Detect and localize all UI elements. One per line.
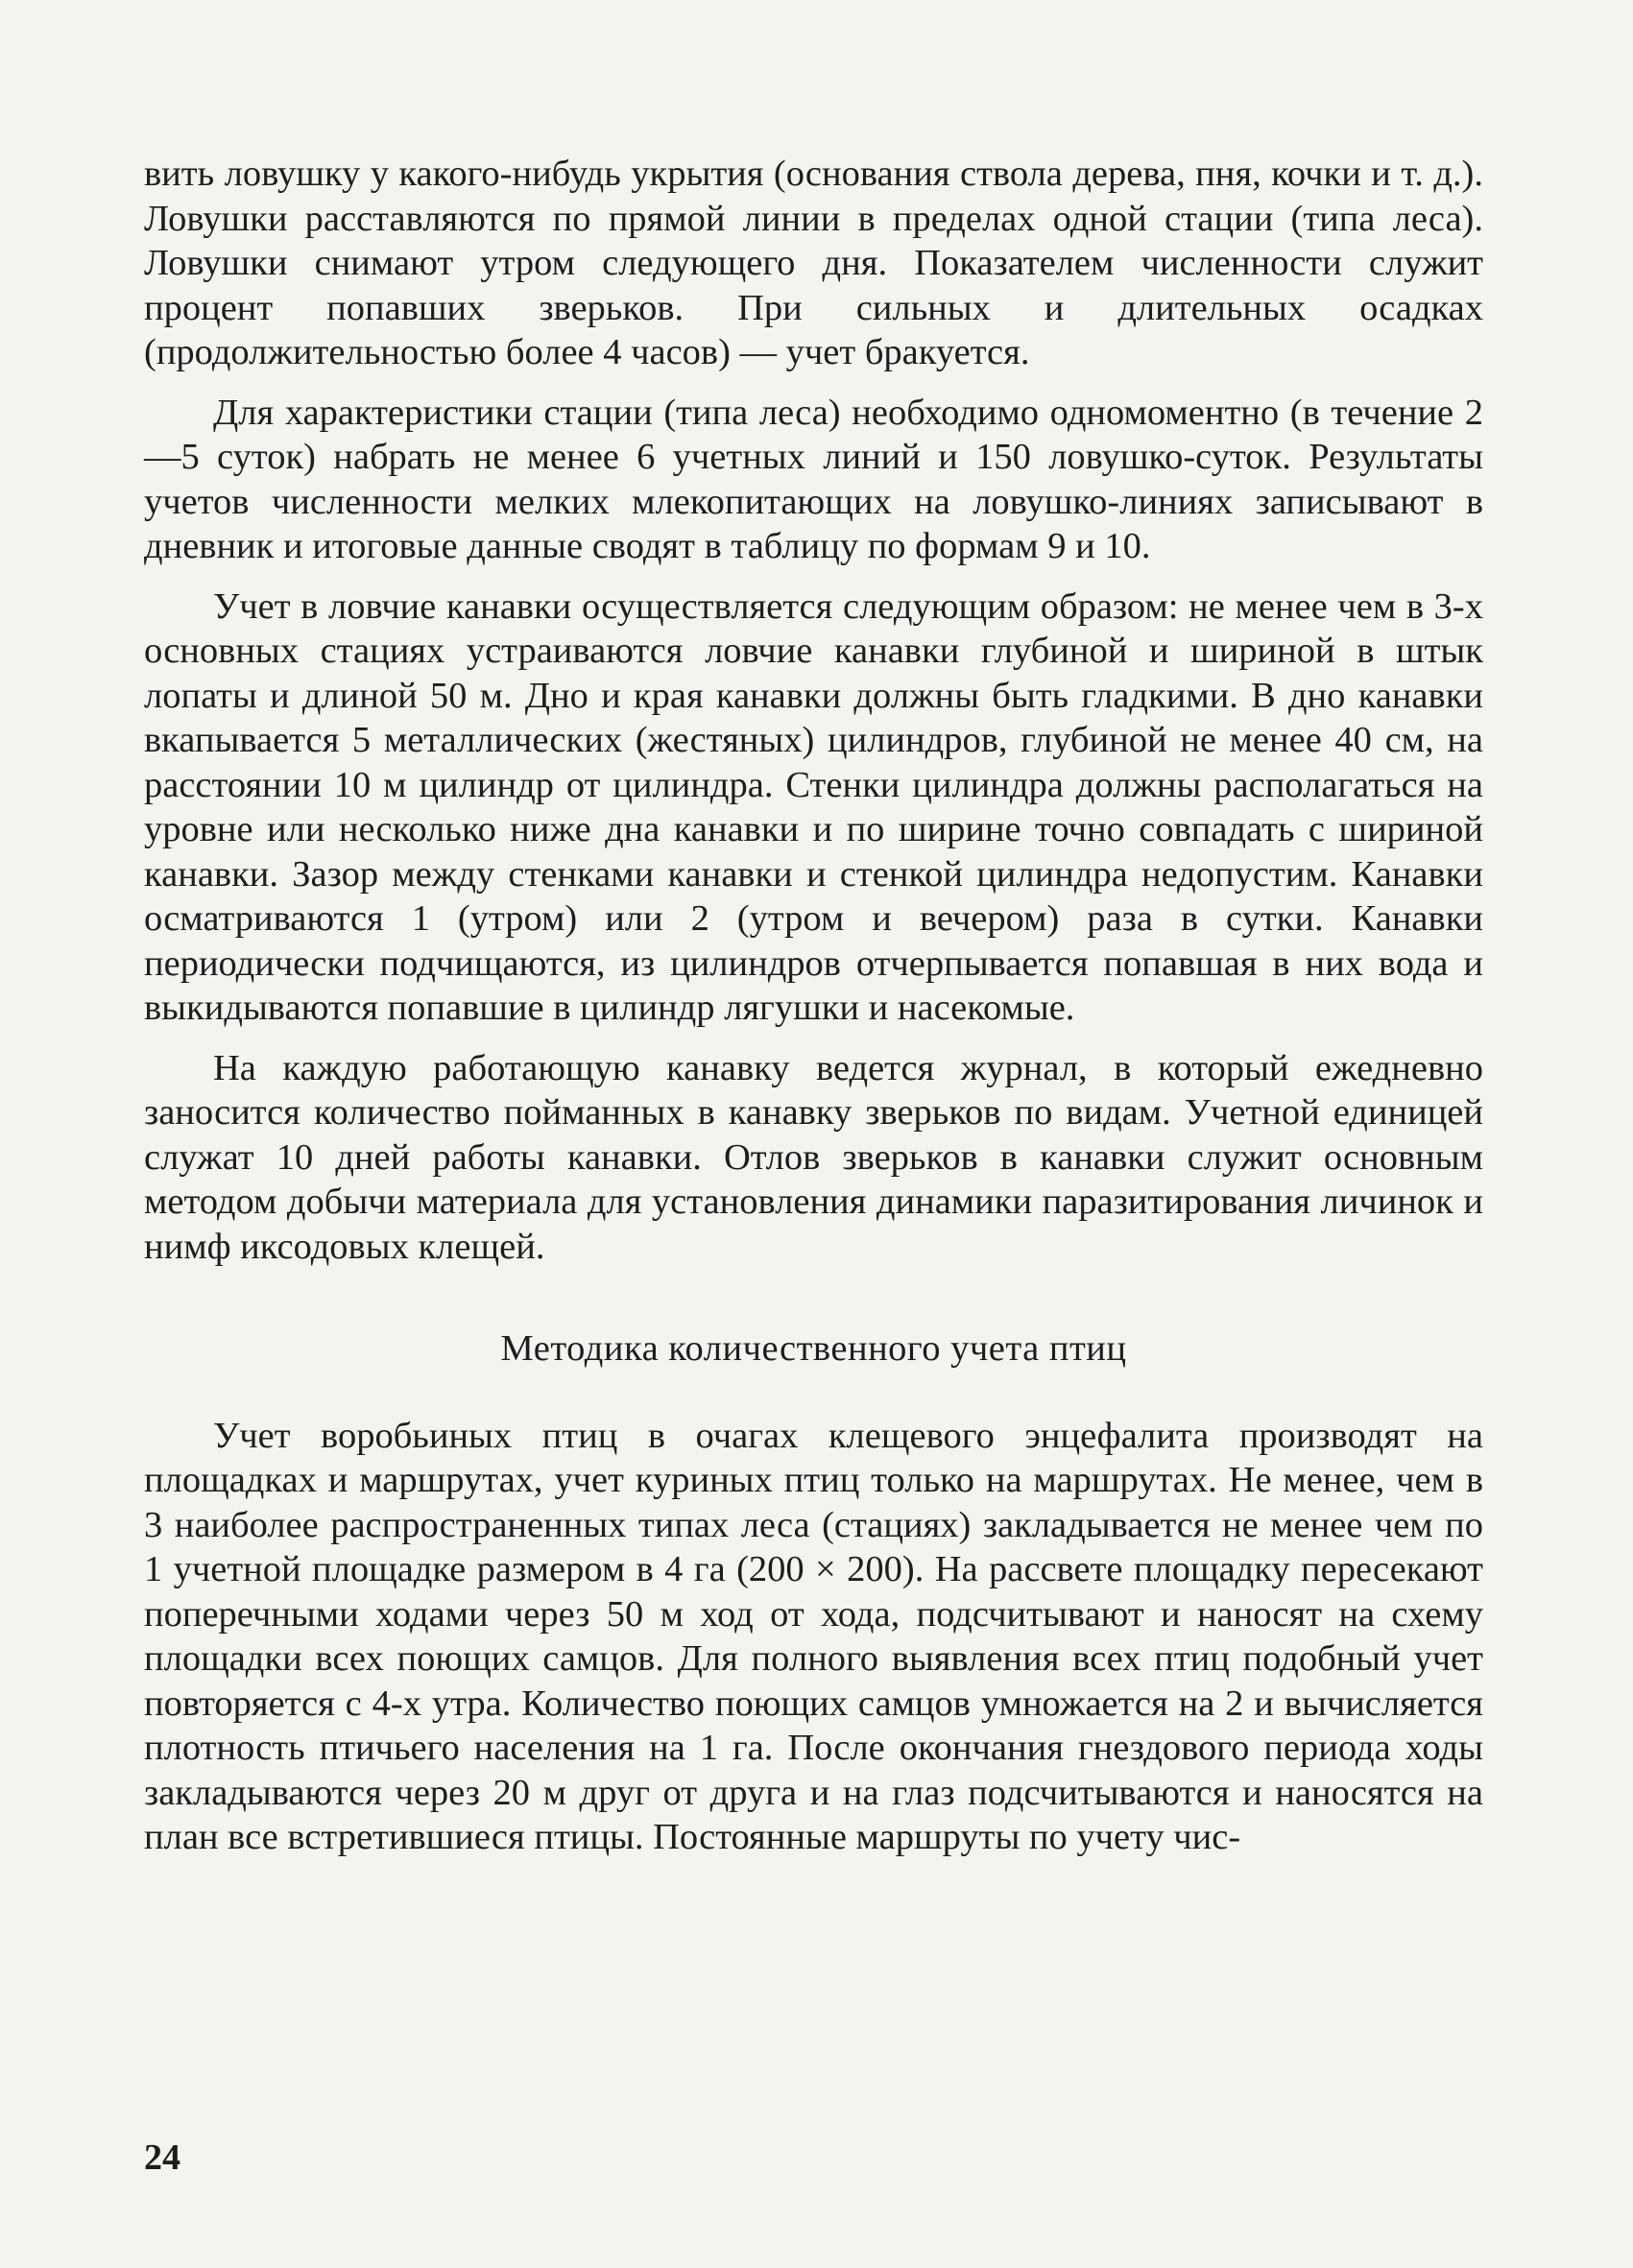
paragraph-ditch-journal: На каждую работающую канавку ведется журнал, в который ежедневно заносится количество пойманных в канавку зверьков по видам. Учетной единицей служат 10 дней работы канавки. Отлов зверьков в канавки служит основным методом добычи материала для установления динамики паразитирования личинок и нимф иксодовых клещей.: [144, 1047, 1483, 1267]
paragraph-trap-ditches: Учет в ловчие канавки осуществляется следующим образом: не менее чем в 3-х основных стациях устраиваются ловчие канавки глубиной и шириной в штык лопаты и длиной 50 м. Дно и края канавки должны быть гладкими. В дно канавки вкапывается 5 металлических (жестяных) цилиндров, глубиной не менее 40 см, на расстоянии 10 м цилиндр от цилиндра. Стенки цилиндра должны располагаться на уровне или несколько ниже дна канавки и по ширине точно совпадать с шириной канавки. Зазор между стенками канавки и стенкой цилиндра недопустим. Канавки осматриваются 1 (утром) или 2 (утром и вечером) раза в сутки. Канавки периодически подчищаются, из цилиндров отчерпывается попавшая в них вода и выкидываются попавшие в цилиндр лягушки и насекомые.: [144, 585, 1483, 1028]
paragraph-trap-placement: вить ловушку у какого-нибудь укрытия (основания ствола дерева, пня, кочки и т. д.). Ловушки расставляются по прямой линии в пределах одной стации (типа леса). Ловушки снимают утром следующего дня. Показателем численности служит процент попавших зверьков. При сильных и длительных осадках (продолжительностью более 4 часов) — учет бракуется.: [144, 154, 1483, 372]
page-number: 24: [144, 2137, 180, 2178]
document-page: [144, 152, 1483, 1875]
paragraph-bird-counting: Учет воробьиных птиц в очагах клещевого энцефалита производят на площадках и маршрутах, учет куриных птиц только на маршрутах. Не менее, чем в 3 наиболее распространенных типах леса (стациях) закладывается не менее чем по 1 учетной площадке размером в 4 га (200 × 200). На рассвете площадку пересекают поперечными ходами через 50 м ход от хода, подсчитывают и наносят на схему площадки всех поющих самцов. Для полного выявления всех птиц подобный учет повторяется с 4-х утра. Количество поющих самцов умножается на 2 и вычисляется плотность птичьего населения на 1 га. После окончания гнездового периода ходы закладываются через 20 м друг от друга и на глаз подсчитываются и наносятся на план все встретившиеся птицы. Постоянные маршруты по учету чис-: [144, 1415, 1483, 1857]
section-heading: Методика количественного учета птиц: [500, 1328, 1127, 1369]
paragraph-station-characteristics: Для характеристики стации (типа леса) необходимо одномоментно (в течение 2—5 суток) набрать не менее 6 учетных линий и 150 ловушко-суток. Результаты учетов численности мелких млекопитающих на ловушко-линиях записывают в дневник и итоговые данные сводят в таблицу по формам 9 и 10.: [144, 392, 1483, 566]
